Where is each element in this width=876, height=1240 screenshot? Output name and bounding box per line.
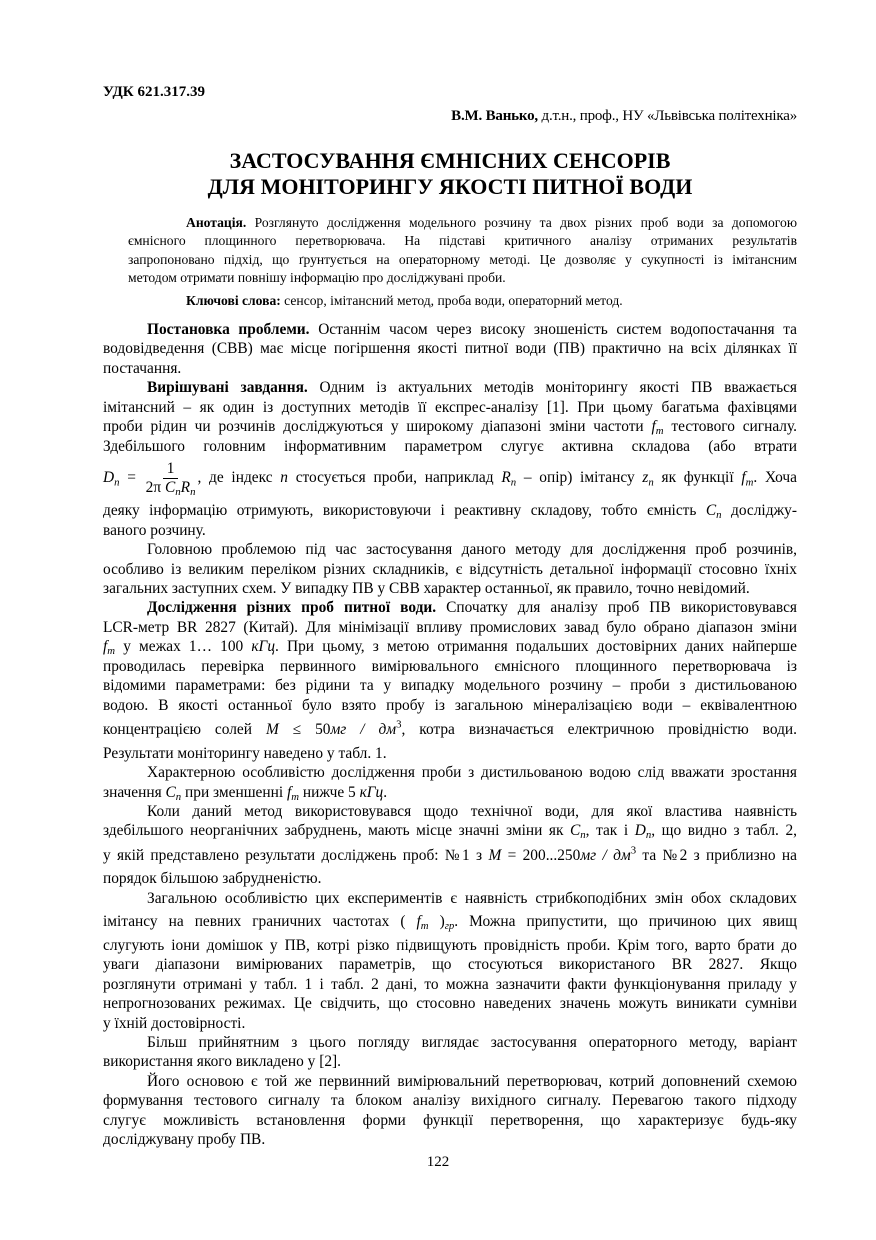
math-symbol: мг / дм: [330, 721, 397, 739]
math-symbol: C: [570, 822, 581, 840]
text-line: [128, 269, 797, 287]
subscript: n: [510, 476, 517, 489]
bold-heading: Постановка проблеми.: [147, 321, 310, 339]
subscript: m: [420, 920, 429, 933]
text-run: уваги діапазони вимірюваних параметрів, що стосуються використаного BR 2827. Якщо: [103, 956, 797, 974]
text-run: Характерною особливістю дослідження проби з дистильованою водою слід вважати зростання: [147, 764, 797, 782]
text-run: імітансу на певних граничних частотах (: [103, 913, 417, 931]
text-run: . Можна припустити, що причиною цих явищ: [454, 913, 797, 931]
text-line: [103, 359, 797, 378]
text-run: Останнім часом через високу зношеність систем водопостачання та: [309, 321, 797, 339]
text-run: Головною проблемою під час застосування даного методу для дослідження проб розчинів,: [147, 541, 797, 559]
text-run: . Хоча: [753, 469, 797, 487]
text-run: деяку інформацію отримують, використовуючи і реактивну складову, тобто ємність: [103, 502, 706, 520]
title-line-1: ЗАСТОСУВАННЯ ЄМНІСНИХ СЕНСОРІВ: [229, 148, 671, 173]
text-line: [103, 1014, 797, 1033]
text-run: порядок більшою забрудненістю.: [103, 870, 322, 888]
superscript: 3: [396, 718, 402, 731]
text-run: Більш прийнятним з цього погляду виглядає застосування операторного методу, варіант: [147, 1033, 797, 1051]
text-run: слугують іони домішок у ПВ, котрі різко підвищують провідність проби. Крім того, варто брати до: [103, 936, 797, 954]
text-run: відомими параметрами: без рідини та у випадку модельного розчину – проби з дистильованою: [103, 677, 797, 695]
subscript: n: [716, 509, 722, 522]
udk-code: УДК 621.317.39: [103, 84, 205, 100]
math-symbol: f: [286, 783, 292, 801]
text-line: [103, 676, 797, 695]
text-line: [128, 292, 797, 310]
text-run: , котра визначається електричною провідністю води.: [401, 721, 798, 739]
text-line: [103, 1072, 797, 1091]
text-run: та №2 з приблизно на: [636, 846, 797, 864]
text-run: водовідведення (СВВ) має місце погіршення якості питної води (ПВ) практично на всіх ділянках її: [103, 340, 797, 358]
page-number: 122: [426, 1154, 450, 1170]
text-run: сенсор, імітансний метод, проба води, операторний метод.: [280, 292, 623, 308]
text-run: слугує можливість встановлення форми функції перетворення, що характеризує будь-яку: [103, 1111, 797, 1129]
text-run: ): [428, 913, 445, 931]
text-line: [103, 783, 797, 802]
text-line: [103, 802, 797, 821]
bold-heading: Дослідження різних проб питної води.: [147, 599, 437, 617]
math-symbol: D: [634, 822, 646, 840]
text-run: Здебільшого головним інформативним параметром слугує активна складова (або втрати: [103, 437, 797, 455]
bold-heading: Ключові слова:: [186, 292, 281, 308]
text-line: [103, 696, 797, 715]
text-line: [103, 908, 797, 935]
math-symbol: f: [103, 638, 108, 656]
text-line: [103, 1091, 797, 1110]
math-symbol: f: [651, 418, 656, 436]
text-run: водою. В якості останньої було взято пробу із загальною мінералізацією води – еквівалентною: [103, 696, 797, 714]
text-line: [103, 763, 797, 782]
body-text: [103, 320, 797, 1150]
author-line: [103, 108, 797, 132]
text-run: у їхній достовірності.: [103, 1014, 246, 1032]
document-page: [103, 84, 797, 1150]
text-run: . При цьому, з метою отримання подальших достовірних даних найперше: [275, 638, 797, 656]
subscript: m: [107, 645, 116, 658]
text-run: – опір) імітансу: [516, 469, 643, 487]
text-run: проводилась перевірка первинного вимірювального ємнісного площинного перетворювача із: [103, 657, 797, 675]
text-run: Одним із актуальних методів моніторингу якості ПВ вважається: [307, 379, 798, 397]
text-run: Спочатку для аналізу проб ПВ використовувався: [436, 599, 797, 617]
text-run: LCR-метр BR 2827 (Китай). Для мінімізації впливу промислових завад було обрано діапазон зміни: [103, 618, 797, 636]
text-line: [103, 936, 797, 955]
text-line: [128, 214, 797, 232]
text-run: формування тестового сигналу та блоком аналізу вихідного сигналу. Перевагою такого підходу: [103, 1092, 797, 1110]
subscript: m: [291, 790, 300, 803]
text-line: [103, 889, 797, 908]
text-line: [103, 501, 797, 520]
text-line: [103, 657, 797, 676]
math-symbol: мг / дм: [580, 846, 631, 864]
text-run: при зменшенні: [181, 783, 287, 801]
math-symbol: z: [642, 469, 649, 487]
text-line: [103, 744, 797, 763]
text-run: значення: [103, 783, 166, 801]
text-run: Розглянуто дослідження модельного розчину та двох різних проб води за допомогою: [246, 215, 797, 230]
subscript: n: [580, 829, 586, 842]
text-run: Результати моніторингу наведено у табл. 1.: [103, 744, 387, 762]
text-line: [103, 1052, 797, 1071]
subscript: m: [745, 476, 754, 489]
text-run: концентрацією солей: [103, 721, 266, 739]
text-line: [103, 437, 797, 456]
bold-heading: Вирішувані завдання.: [147, 379, 308, 397]
text-run: Загальною особливістю цих експериментів є наявність стрибкоподібних змін обох складових: [147, 889, 797, 907]
text-run: тестового сигналу.: [663, 418, 797, 436]
text-line: [103, 598, 797, 617]
abstract: [128, 214, 797, 310]
math-symbol: M: [265, 721, 279, 739]
text-line: [103, 637, 797, 656]
math-symbol: M: [488, 846, 502, 864]
math-symbol: D: [103, 469, 115, 487]
subscript: n: [645, 829, 652, 842]
math-symbol: f: [741, 469, 746, 487]
text-run: = 200...250: [501, 846, 581, 864]
denominator: [146, 479, 196, 497]
text-line: [103, 378, 797, 397]
text-run: загальних заступних схем. У випадку ПВ у СВВ характер останньої, як правило, точно невідомий.: [103, 580, 750, 598]
text-line: [103, 715, 797, 743]
math-symbol: n: [280, 469, 288, 487]
superscript: 3: [630, 844, 637, 857]
text-line: [128, 232, 797, 250]
text-run: , так і: [585, 822, 635, 840]
text-run: досліджу-: [721, 502, 797, 520]
subscript: m: [655, 425, 664, 438]
math-symbol: C: [165, 783, 176, 801]
numerator: 1: [163, 460, 179, 479]
bold-heading: Анотація.: [186, 215, 247, 230]
subscript: n: [190, 486, 196, 499]
text-run: Його основою є той же первинний вимірювальний перетворювач, котрий доповнений схемою: [147, 1072, 797, 1090]
math-symbol: C: [165, 479, 176, 497]
text-run: проби рідин чи розчинів досліджуються у широкому діапазоні зміни частоти: [103, 418, 652, 436]
text-run: ємнісного площинного перетворювача. На підставі критичного аналізу отриманих результатів: [128, 233, 797, 249]
text-line: [103, 320, 797, 339]
text-run: .: [383, 783, 388, 801]
text-line: [128, 251, 797, 269]
text-run: =: [119, 469, 144, 487]
text-run: імітансний – як один із доступних методів її експрес-аналізу [1]. При цьому багатьма фахівцями: [103, 398, 797, 416]
text-line: [103, 1033, 797, 1052]
text-run: досліджувану пробу ПВ.: [103, 1131, 266, 1149]
text-line: [103, 841, 797, 869]
text-run: , що видно з табл. 2,: [651, 822, 797, 840]
text-run: запропоновано підхід, що ґрунтується на операторному методі. Це дозволяє у сукупності із імітансним: [128, 251, 797, 267]
subscript: гр: [444, 920, 455, 933]
subscript: n: [648, 476, 654, 489]
text-run: ≤ 50: [278, 721, 331, 739]
math-symbol: R: [501, 469, 511, 487]
text-line: [103, 618, 797, 637]
text-line: [103, 579, 797, 598]
text-run: у межах 1… 100: [115, 638, 252, 656]
math-symbol: f: [416, 913, 421, 931]
author-affiliation: д.т.н., проф., НУ «Львівська політехніка»: [537, 108, 797, 124]
text-line: [103, 1130, 797, 1149]
text-run: як функції: [653, 469, 742, 487]
text-run: особливо із великим переліком різних складників, є відсутність детальної інформації стосовно їхніх: [103, 560, 797, 578]
math-symbol: кГц: [359, 783, 384, 801]
subscript: n: [175, 790, 182, 803]
text-run: непрогнозованих режимах. Це свідчить, що стосовно наведених значень можуть виникати сумніви: [103, 995, 797, 1013]
text-line: [103, 521, 797, 540]
text-line: [103, 955, 797, 974]
text-run: здебільшого неорганічних забруднень, мають місце значні зміни як: [103, 822, 570, 840]
math-symbol: кГц: [251, 638, 276, 656]
author-name: В.М. Ванько,: [451, 108, 538, 124]
text-line: [103, 540, 797, 559]
text-line: [103, 456, 797, 501]
text-line: [103, 975, 797, 994]
text-run: нижче 5: [299, 783, 360, 801]
text-run: методом отримати повнішу інформацію про досліджувані проби.: [128, 270, 506, 286]
text-run: постачання.: [103, 359, 182, 377]
fraction: [146, 460, 196, 497]
article-title: [103, 148, 797, 200]
text-line: [103, 994, 797, 1013]
text-run: розглянути отримані у табл. 1 і табл. 2 дані, то можна зазначити факти функціонування приладу у: [103, 975, 797, 993]
title-line-2: ДЛЯ МОНІТОРИНГУ ЯКОСТІ ПИТНОЇ ВОДИ: [207, 174, 693, 199]
text-run: ваного розчину.: [103, 521, 206, 539]
text-run: , де індекс: [197, 469, 281, 487]
math-symbol: C: [705, 502, 717, 520]
text-line: [103, 339, 797, 358]
text-line: [103, 869, 797, 888]
math-symbol: R: [180, 479, 191, 497]
text-line: [103, 821, 797, 840]
text-run: використання якого викладено у [2].: [103, 1053, 342, 1071]
text-line: [103, 417, 797, 436]
subscript: n: [175, 486, 181, 499]
text-run: стосується проби, наприклад: [287, 469, 502, 487]
subscript: n: [114, 476, 120, 489]
text-line: [103, 1111, 797, 1130]
text-line: [103, 398, 797, 417]
text-run: у якій представлено результати досліджень проб: №1 з: [103, 846, 489, 864]
text-run: 2π: [145, 479, 165, 497]
text-line: [103, 560, 797, 579]
text-run: Коли даний метод використовувався щодо технічної води, для якої властива наявність: [147, 803, 797, 820]
